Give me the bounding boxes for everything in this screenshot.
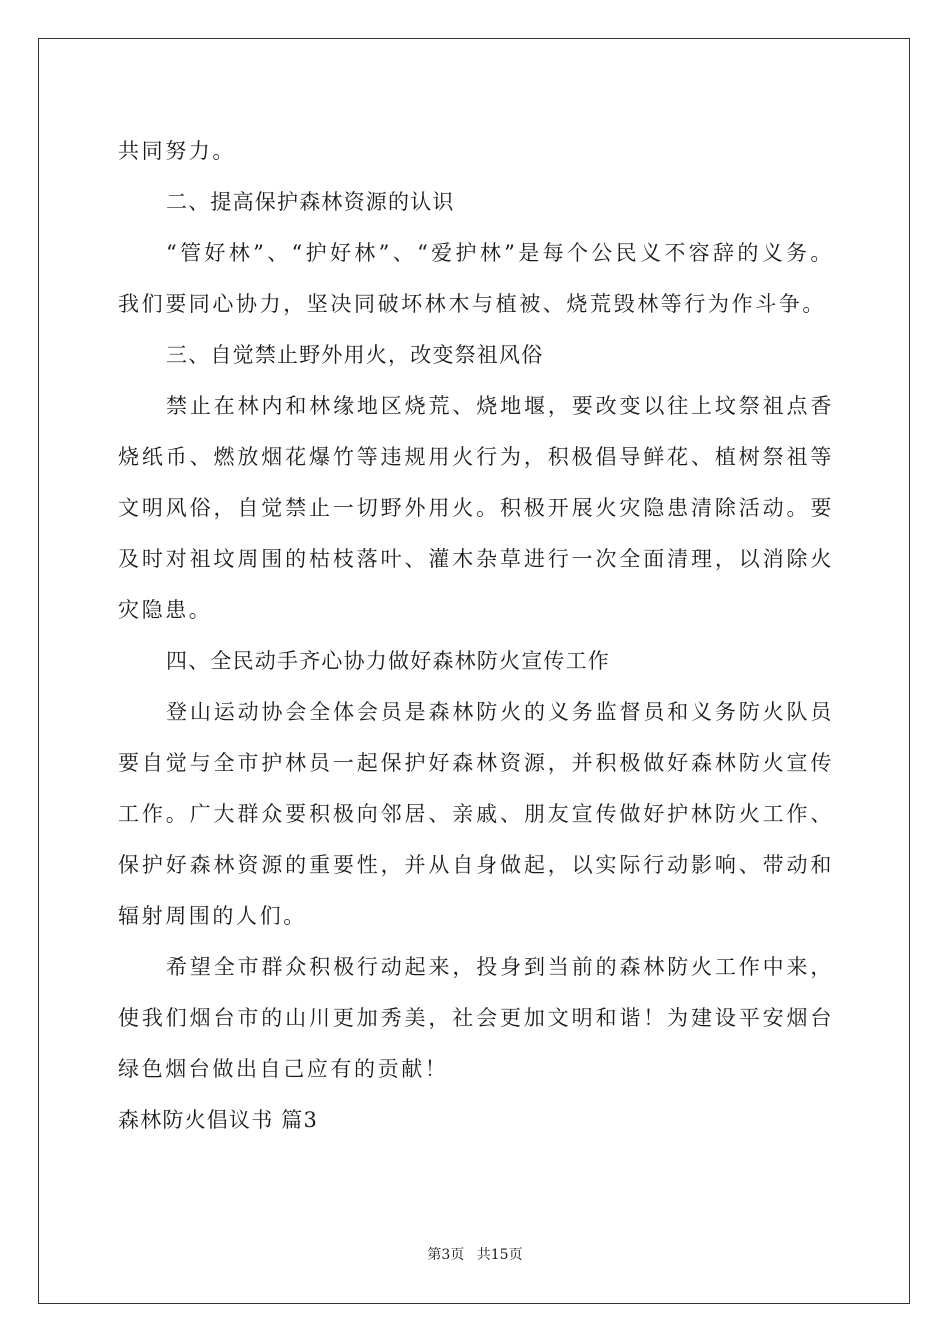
page-total: 共15页 <box>476 1247 523 1263</box>
paragraph-section-2: “管好林”、“护好林”、“爱护林”是每个公民义不容辞的义务。我们要同心协力，坚决同破坏林木与植被、烧荒毁林等行为作斗争。 <box>118 241 834 316</box>
next-article-title: 森林防火倡议书 篇3 <box>118 1108 319 1132</box>
section-heading-3: 三、自觉禁止野外用火，改变祭祖风俗 <box>166 343 544 367</box>
paragraph-section-4: 登山运动协会全体会员是森林防火的义务监督员和义务防火队员要自觉与全市护林员一起保护好森林资源，并积极做好森林防火宣传工作。广大群众要积极向邻居、亲戚、朋友宣传做好护林防火工作、保护好森林资源的重要性，并从自身做起，以实际行动影响、带动和辐射周围的人们。 <box>118 700 834 928</box>
paragraph-continuation: 共同努力。 <box>118 139 236 163</box>
paragraph-closing: 希望全市群众积极行动起来，投身到当前的森林防火工作中来，使我们烟台市的山川更加秀美，社会更加文明和谐！为建设平安烟台绿色烟台做出自己应有的贡献！ <box>118 955 834 1081</box>
paragraph-section-3: 禁止在林内和林缘地区烧荒、烧地堰，要改变以往上坟祭祖点香烧纸币、燃放烟花爆竹等违规用火行为，积极倡导鲜花、植树祭祖等文明风俗，自觉禁止一切野外用火。积极开展火灾隐患清除活动。要及时对祖坟周围的枯枝落叶、灌木杂草进行一次全面清理，以消除火灾隐患。 <box>118 394 834 622</box>
page-footer <box>0 1244 950 1264</box>
section-heading-2: 二、提高保护森林资源的认识 <box>166 190 455 214</box>
document-body <box>118 126 834 1146</box>
section-heading-4: 四、全民动手齐心协力做好森林防火宣传工作 <box>166 649 610 673</box>
page-number: 第3页 <box>427 1247 465 1263</box>
